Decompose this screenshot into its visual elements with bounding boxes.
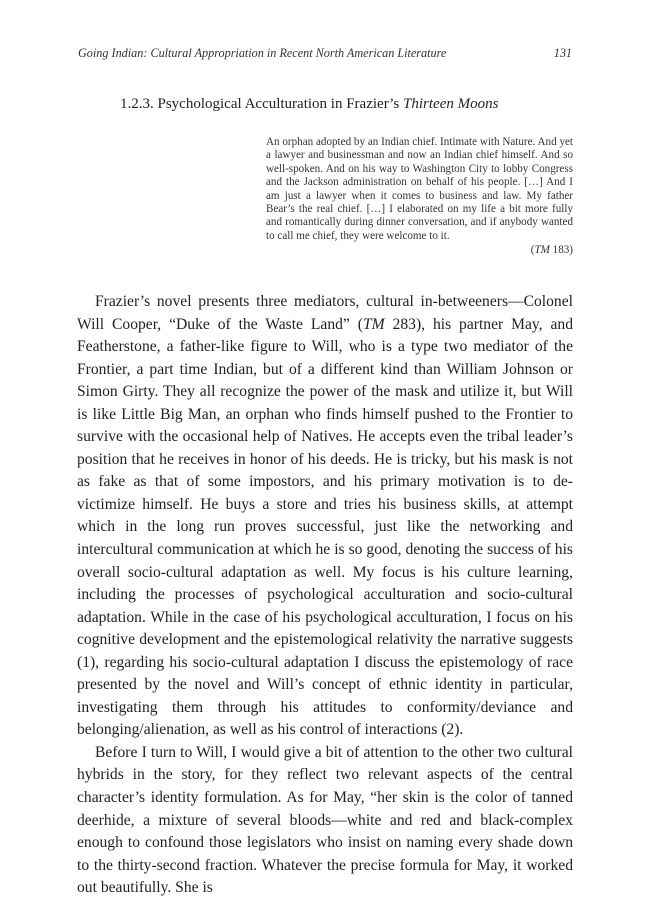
page-number: 131 <box>553 46 572 60</box>
section-heading-text: 1.2.3. Psychological Acculturation in Frazier’s <box>120 96 404 112</box>
paragraph-1-italic-tm: TM <box>362 315 385 333</box>
section-heading-italic-title: Thirteen Moons <box>403 96 499 112</box>
epigraph-text: An orphan adopted by an Indian chief. Intimate with Nature. And yet a lawyer and businessman and now an Indian chief himself. And so well-spoken. And on his way to Washington City to lobby Congress and the Jackson administration on behalf of his people. […] And I am just a lawyer when it comes to business and law. My father Bear’s the real chief. […] I elaborated on my life a bit more fully and romantically during dinner conversation, and if anybody wanted to call me chief, they were welcome to it. <box>266 136 573 242</box>
citation-page: 183) <box>549 244 573 257</box>
body-text <box>77 291 573 900</box>
paragraph-1-part-c: 283), his partner May, and Featherstone, a father-like figure to Will, who is a type two mediator of the Frontier, a part time Indian, but of a different kind than William Johnson or Simon Girty. They all recognize the power of the mask and utilize it, but Will is like Little Big Man, an orphan who finds himself pushed to the Frontier to survive with the occasional help of Natives. He accepts even the tribal leader’s position that he receives in honor of his deeds. He is tricky, but his mask is not as fake as that of some impostors, and his primary motivation is to de-victimize himself. He buys a store and tries his business skills, at attempt which in the long run proves successful, just like the networking and intercultural communication at which he is so good, denoting the success of his overall socio-cultural adaptation as well. My focus is his culture learning, including the processes of psychological acculturation and socio-cultural adaptation. While in the case of his psychological acculturation, I focus on his cognitive development and the epistemological relativity the narrative suggests (1), regarding his socio-cultural adaptation I discuss the epistemology of race presented by the novel and Will’s concept of ethnic identity in particular, investigating them through his attitudes to conformity/deviance and belonging/alienation, as well as his control of interactions (2). <box>77 315 574 739</box>
epigraph-citation <box>266 244 573 257</box>
running-head <box>78 46 572 61</box>
citation-open: ( <box>530 244 535 257</box>
citation-abbrev: TM <box>534 244 550 257</box>
paragraph-2: Before I turn to Will, I would give a bit of attention to the other two cultural hybrids in the story, for they reflect two relevant aspects of the central character’s identity formulation. As for May, “her skin is the color of tanned deerhide, a mixture of several bloods—white and red and black-complex enough to confound those legislators who insist on naming every shade down to the thirty-second fraction. Whatever the precise formula for May, it worked out beautifully. She is <box>77 743 573 897</box>
paragraph-1 <box>77 291 573 742</box>
paragraph-1-part-a: Frazier’s novel presents three mediators, cultural in-betweeners—Colonel Will Cooper, “Duke of the Waste Land” ( <box>77 293 573 333</box>
section-heading <box>120 96 498 113</box>
epigraph-block-quote <box>266 136 573 258</box>
running-head-title: Going Indian: Cultural Appropriation in Recent North American Literature <box>78 46 447 60</box>
